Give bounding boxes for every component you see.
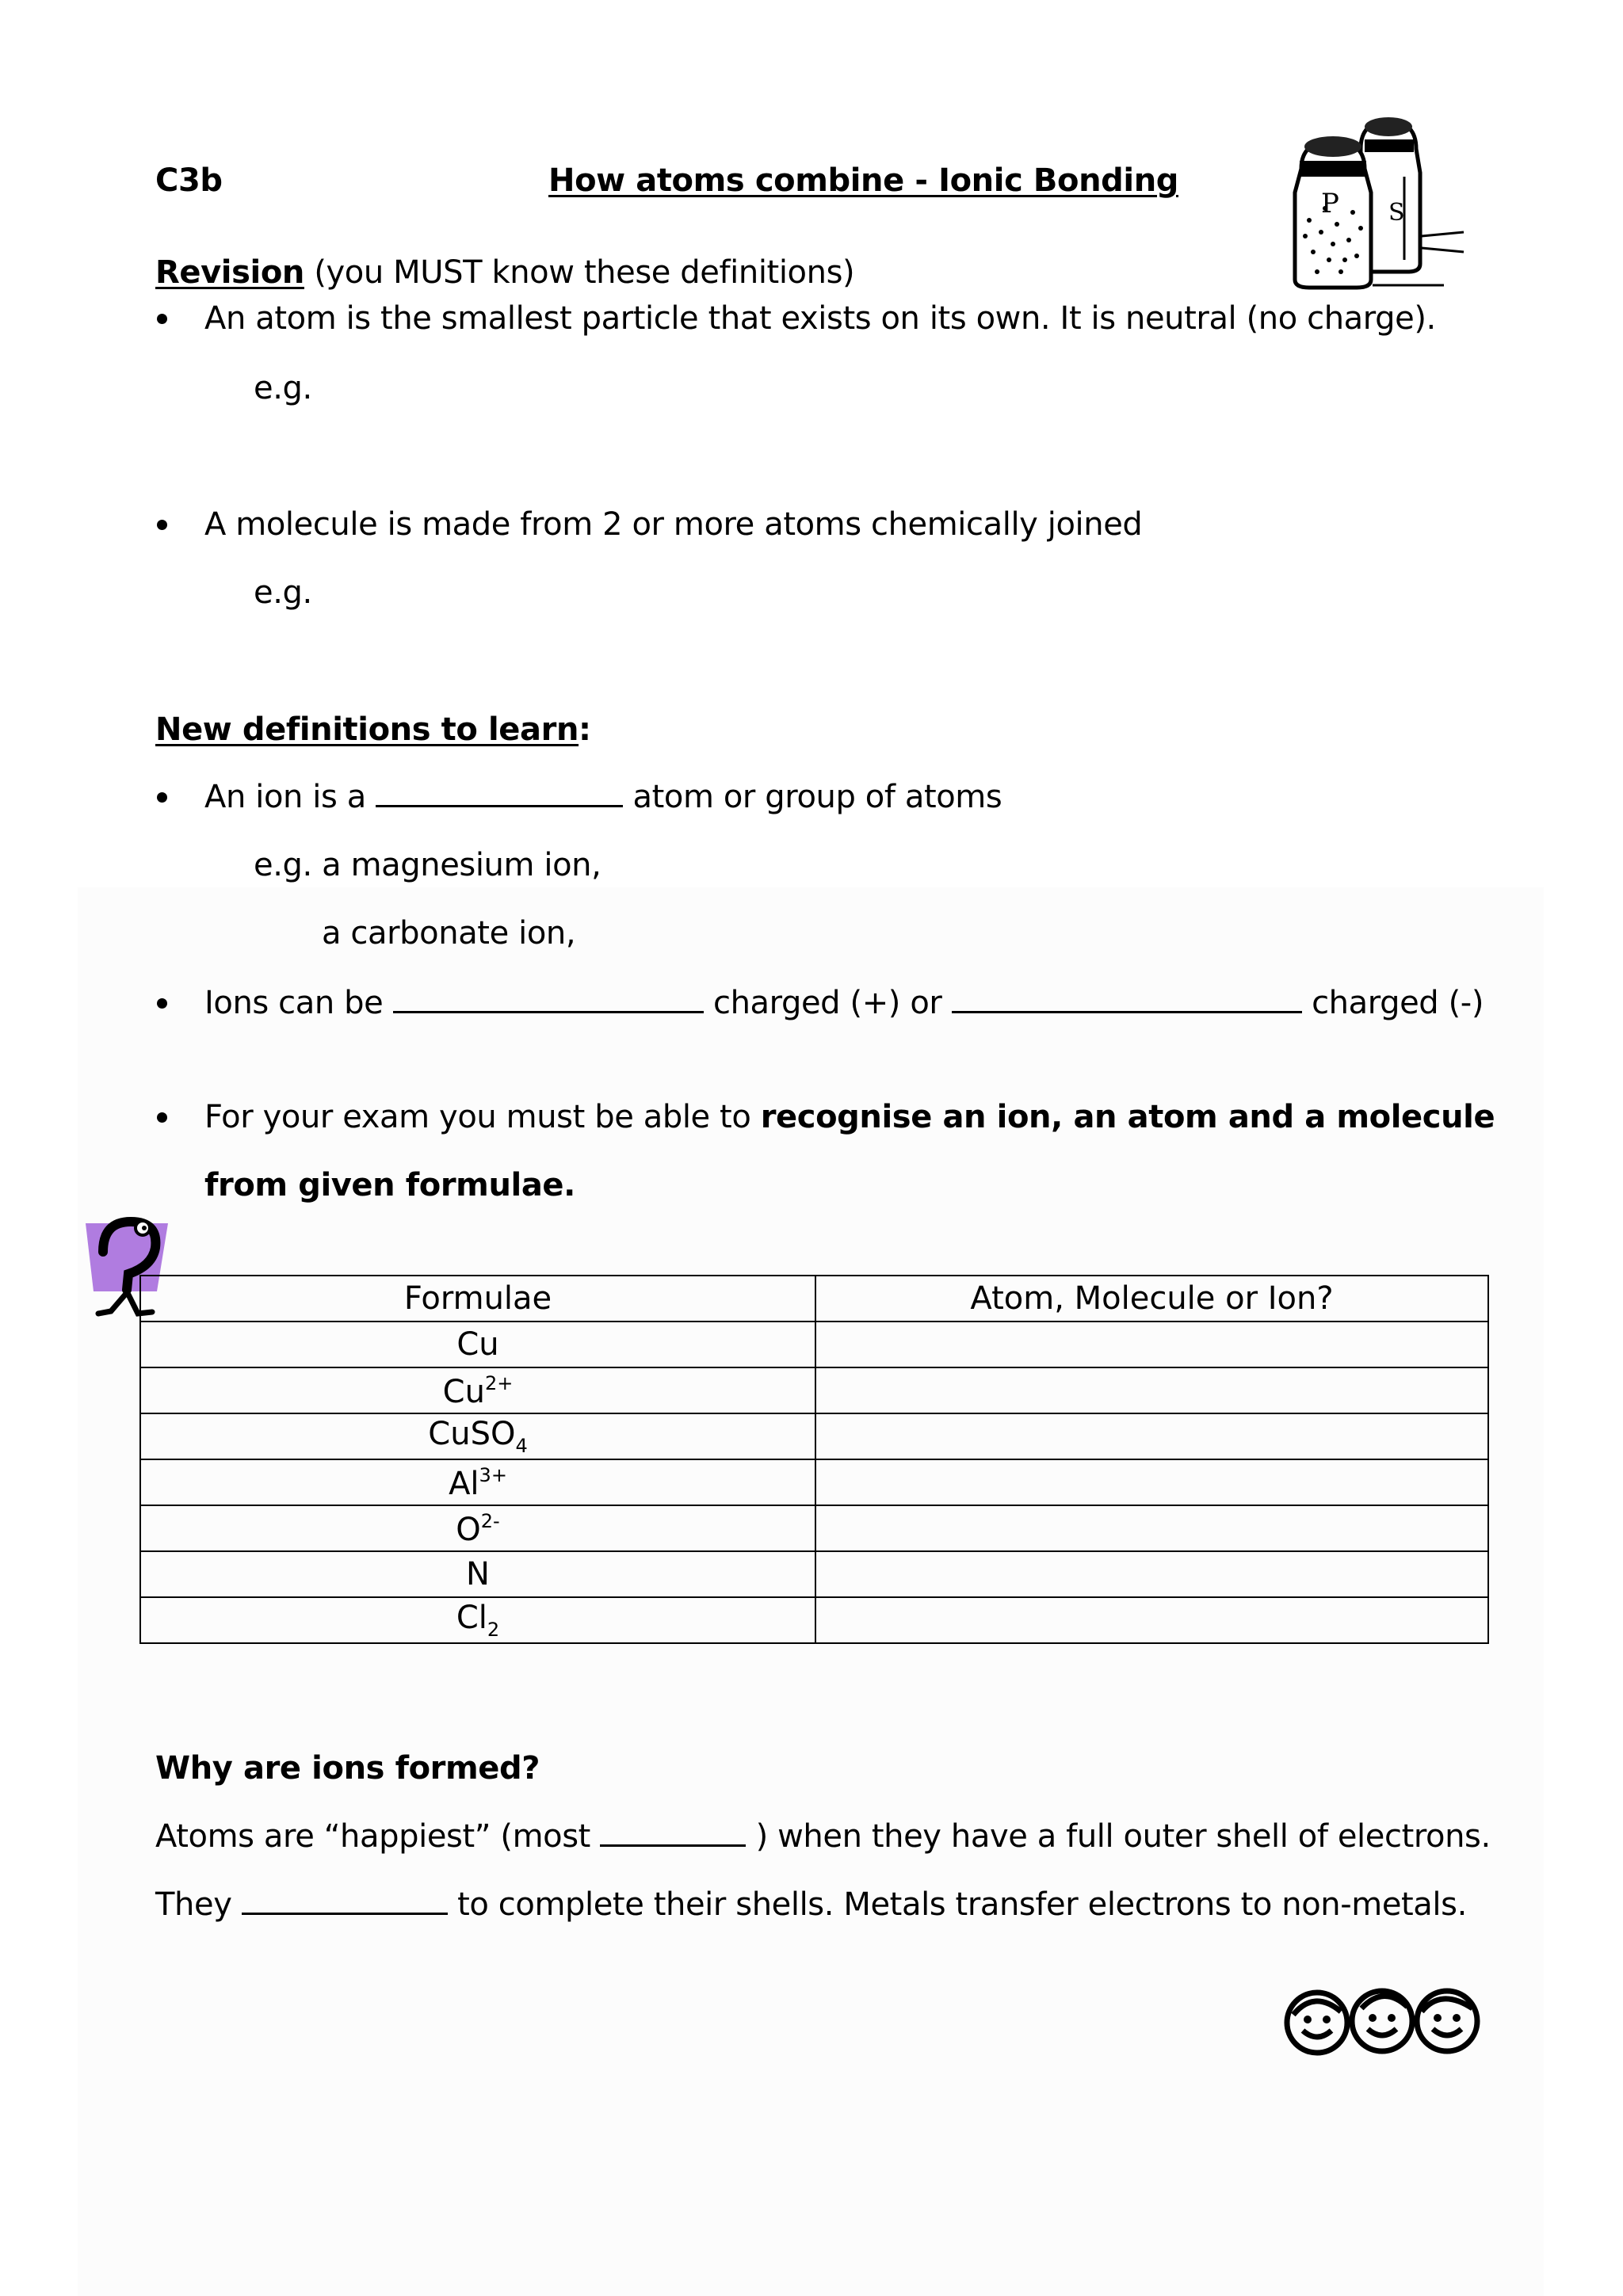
formulae-column-header: Formulae xyxy=(140,1276,815,1322)
table-row xyxy=(140,1551,1488,1597)
table-row xyxy=(140,1505,1488,1551)
bullet xyxy=(157,1112,167,1123)
revision-heading-suffix: (you MUST know these definitions) xyxy=(304,254,855,291)
bullet xyxy=(157,314,167,324)
atom-definition: An atom is the smallest particle that exists on its own. It is neutral (no charge). xyxy=(204,300,1436,337)
line1-start: Atoms are “happiest” (most xyxy=(155,1818,601,1855)
why-ions-heading: Why are ions formed? xyxy=(155,1750,540,1787)
svg-text:P: P xyxy=(1321,188,1339,219)
formula-cell xyxy=(140,1413,815,1459)
formula-cell xyxy=(140,1505,815,1551)
page-title: How atoms combine - Ionic Bonding xyxy=(548,162,1179,199)
classification-column-header: Atom, Molecule or Ion? xyxy=(815,1276,1488,1322)
exam-instruction-line2: from given formulae. xyxy=(204,1167,575,1203)
charge-end: charged (-) xyxy=(1301,985,1484,1021)
answer-cell[interactable] xyxy=(815,1367,1488,1413)
charge-start: Ions can be xyxy=(204,985,393,1021)
bullet xyxy=(157,792,167,803)
heading-colon: : xyxy=(579,711,591,748)
why-ions-line1 xyxy=(155,1816,1491,1857)
salt-and-pepper-shakers-icon xyxy=(1277,101,1468,292)
formula-superscript: 2+ xyxy=(484,1371,514,1394)
ion-charge-sentence xyxy=(204,982,1484,1024)
three-smiley-faces-icon xyxy=(1282,1985,1482,2058)
transfer-blank xyxy=(242,1886,448,1915)
new-definitions-heading-line xyxy=(155,709,591,750)
formula-cell xyxy=(140,1367,815,1413)
atom-example-label: e.g. xyxy=(254,370,312,406)
answer-cell[interactable] xyxy=(815,1322,1488,1367)
stable-blank xyxy=(600,1817,746,1847)
formula-base: Cu xyxy=(442,1373,485,1410)
charge-middle: charged (+) or xyxy=(703,985,952,1021)
bullet xyxy=(157,998,167,1009)
positive-charge-blank xyxy=(393,984,704,1013)
revision-heading: Revision xyxy=(155,254,304,291)
formula-base: Al xyxy=(449,1465,479,1502)
formula-superscript: 3+ xyxy=(479,1463,507,1486)
table-row xyxy=(140,1597,1488,1643)
answer-cell[interactable] xyxy=(815,1459,1488,1505)
revision-heading-line xyxy=(155,252,854,293)
formula-cell xyxy=(140,1597,815,1643)
lesson-code: C3b xyxy=(155,162,223,199)
ion-definition-start: An ion is a xyxy=(204,779,376,815)
exam-instruction-bold: recognise an ion, an atom and a molecule xyxy=(760,1099,1495,1135)
exam-instruction-plain: For your exam you must be able to xyxy=(204,1099,761,1135)
table-row xyxy=(140,1413,1488,1459)
table-row xyxy=(140,1322,1488,1367)
line2-end: to complete their shells. Metals transfer electrons to non-metals. xyxy=(447,1886,1467,1923)
formula-subscript: 4 xyxy=(515,1434,528,1457)
formula-base: O xyxy=(456,1511,481,1548)
svg-text:S: S xyxy=(1388,199,1405,227)
answer-cell[interactable] xyxy=(815,1413,1488,1459)
answer-cell[interactable] xyxy=(815,1505,1488,1551)
formula-subscript: 2 xyxy=(487,1618,500,1641)
formula-table xyxy=(139,1275,1489,1644)
formula-base: Cl xyxy=(456,1599,487,1636)
formula-base: CuSO xyxy=(428,1415,516,1452)
answer-cell[interactable] xyxy=(815,1597,1488,1643)
negative-charge-blank xyxy=(952,984,1302,1013)
exam-instruction xyxy=(204,1097,1495,1138)
ion-blank xyxy=(376,778,623,807)
table-header-row xyxy=(140,1276,1488,1322)
carbonate-ion-example: a carbonate ion, xyxy=(322,915,576,952)
formula-base: N xyxy=(466,1556,490,1592)
molecule-definition: A molecule is made from 2 or more atoms chemically joined xyxy=(204,506,1143,543)
bullet xyxy=(157,520,167,530)
formula-cell xyxy=(140,1459,815,1505)
magnesium-ion-example: e.g. a magnesium ion, xyxy=(254,847,601,883)
line2-start: They xyxy=(155,1886,242,1923)
formula-superscript: 2- xyxy=(480,1509,500,1532)
formula-base: Cu xyxy=(456,1326,499,1363)
new-definitions-heading: New definitions to learn xyxy=(155,711,579,748)
line1-end: ) when they have a full outer shell of electrons. xyxy=(746,1818,1491,1855)
answer-cell[interactable] xyxy=(815,1551,1488,1597)
formula-cell xyxy=(140,1322,815,1367)
molecule-example-label: e.g. xyxy=(254,574,312,611)
table-row xyxy=(140,1367,1488,1413)
table-row xyxy=(140,1459,1488,1505)
formula-cell xyxy=(140,1551,815,1597)
ion-definition-end: atom or group of atoms xyxy=(623,779,1002,815)
why-ions-line2 xyxy=(155,1884,1467,1925)
ion-definition xyxy=(204,776,1002,818)
